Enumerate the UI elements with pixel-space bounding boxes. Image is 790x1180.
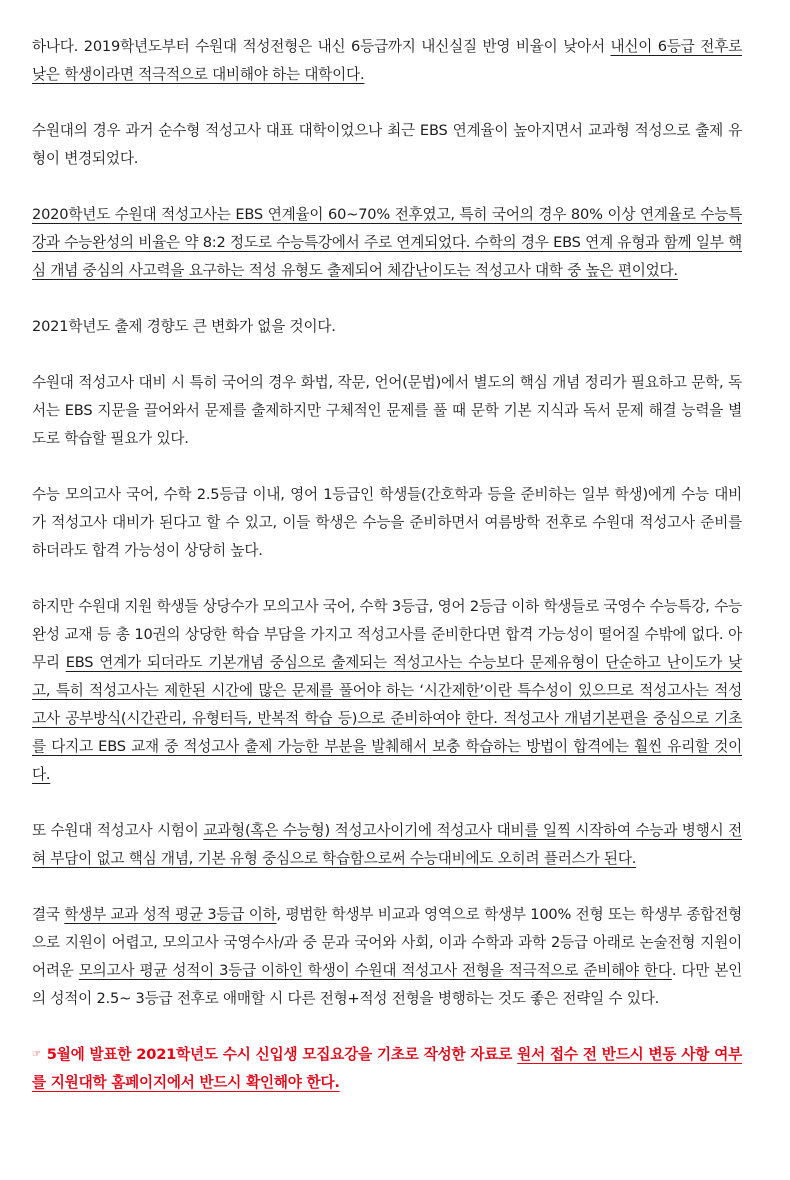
paragraph (32, 901, 742, 1013)
underlined-text: 교과형(혹은 수능형) 적성고사이기에 적성고사 대비를 일찍 시작하여 수능과 병행시 전혀 부담이 없고 핵심 개념, 기본 유형 중심으로 학습함으로써 수능대비에도 오히려 플러스가 된다. (32, 822, 742, 867)
underlined-text: 2020학년도 수원대 적성고사는 EBS 연계율이 60~70% 전후였고, 특히 국어의 경우 80% 이상 연계율로 수능특강과 수능완성의 비율은 약 8:2 정도로 수능특강에서 주로 연계되었다. 수학의 경우 EBS 연계 유형과 함께 일부 핵심 개념 중심의 사고력을 요구하는 적성 유형도 출제되어 체감난이도는 적성고사 대학 중 높은 편이었다. (32, 206, 742, 279)
text-run: 하나다. 2019학년도부터 수원대 적성전형은 내신 6등급까지 내신실질 반영 비율이 낮아서 (32, 38, 611, 55)
text-run: . 다만 본인의 성적이 2.5~ 3등급 전후로 애매할 시 다른 전형+적성 전형을 병행하는 것도 좋은 전략일 수 있다. (32, 962, 742, 1007)
paragraph-spacer (32, 873, 742, 901)
paragraph (32, 593, 742, 789)
paragraph-spacer (32, 89, 742, 117)
paragraph (32, 313, 742, 341)
paragraph-spacer (32, 565, 742, 593)
paragraph (32, 369, 742, 453)
notice-paragraph (32, 1041, 742, 1097)
paragraph-spacer (32, 789, 742, 817)
underlined-text: 모의고사 평균 성적이 3등급 이하인 학생이 수원대 적성고사 전형을 적극적으로 준비해야 한다 (78, 962, 672, 979)
underlined-text: 학생부 교과 성적 평균 3등급 이하 (64, 906, 277, 923)
text-run: 수능 모의고사 국어, 수학 2.5등급 이내, 영어 1등급인 학생들(간호학과 등을 준비하는 일부 학생)에게 수능 대비가 적성고사 대비가 된다고 할 수 있고, 이들 학생은 수능을 준비하면서 여름방학 전후로 수원대 적성고사 준비를 하더라도 합격 가능성이 상당히 높다. (32, 486, 742, 559)
paragraph-spacer (32, 341, 742, 369)
text-run: 결국 (32, 906, 65, 923)
paragraph (32, 481, 742, 565)
paragraph-list (32, 33, 742, 1013)
text-run: , 평범한 학생부 비교과 영역으로 학생부 100% 전형 또는 학생부 종합전형으로 지원이 어렵고, 모의고사 국영수사/과 중 문과 국어와 사회, 이과 수학과 과학 2등급 아래로 논술전형 지원이 어려운 (32, 906, 743, 979)
paragraph (32, 117, 742, 173)
underlined-text: 내신이 6등급 전후로 낮은 학생이라면 적극적으로 대비해야 하는 대학이다. (32, 38, 742, 83)
pointing-hand-icon: ☞ (32, 1049, 41, 1060)
paragraph-spacer (32, 285, 742, 313)
document-body (32, 33, 742, 1097)
paragraph-spacer (32, 453, 742, 481)
paragraph (32, 201, 742, 285)
paragraph-spacer (32, 173, 742, 201)
paragraph (32, 817, 742, 873)
text-run: 2021학년도 출제 경향도 큰 변화가 없을 것이다. (32, 318, 336, 335)
text-run: 하지만 수원대 지원 학생들 상당수가 모의고사 국어, 수학 3등급, 영어 2등급 이하 학생들로 국영수 수능특강, 수능완성 교재 등 총 10권의 상당한 학습 부담을 가지고 적성고사를 준비한다면 합격 가능성이 떨어질 수밖에 없다. 아무리 (32, 598, 742, 671)
notice-underlined: 원서 접수 전 반드시 변동 사항 여부를 지원대학 홈페이지에서 반드시 확인해야 한다. (32, 1046, 742, 1091)
text-run: 수원대의 경우 과거 순수형 적성고사 대표 대학이었으나 최근 EBS 연계율이 높아지면서 교과형 적성으로 출제 유형이 변경되었다. (32, 122, 742, 167)
text-run: 수원대 적성고사 대비 시 특히 국어의 경우 화법, 작문, 언어(문법)에서 별도의 핵심 개념 정리가 필요하고 문학, 독서는 EBS 지문을 끌어와서 문제를 출제하지만 구체적인 문제를 풀 때 문학 기본 지식과 독서 문제 해결 능력을 별도로 학습할 필요가 있다. (32, 374, 742, 447)
paragraph (32, 33, 742, 89)
underlined-text: EBS 연계가 되더라도 기본개념 중심으로 출제되는 적성고사는 수능보다 문제유형이 단순하고 난이도가 낮고, 특히 적성고사는 제한된 시간에 많은 문제를 풀어야 하는 ‘시간제한’이란 특수성이 있으므로 적성고사는 적성고사 공부방식(시간관리, 유형터득, 반복적 학습 등)으로 준비하여야 한다. 적성고사 개념기본편을 중심으로 기초를 다지고 EBS 교재 중 적성고사 출제 가능한 부분을 발췌해서 보충 학습하는 방법이 합격에는 훨씬 유리할 것이다. (32, 654, 743, 783)
text-run: 또 수원대 적성고사 시험이 (32, 822, 204, 839)
paragraph-spacer (32, 1013, 742, 1041)
notice-lead: 5월에 발표한 2021학년도 수시 신입생 모집요강을 기초로 작성한 자료로 (46, 1046, 518, 1063)
